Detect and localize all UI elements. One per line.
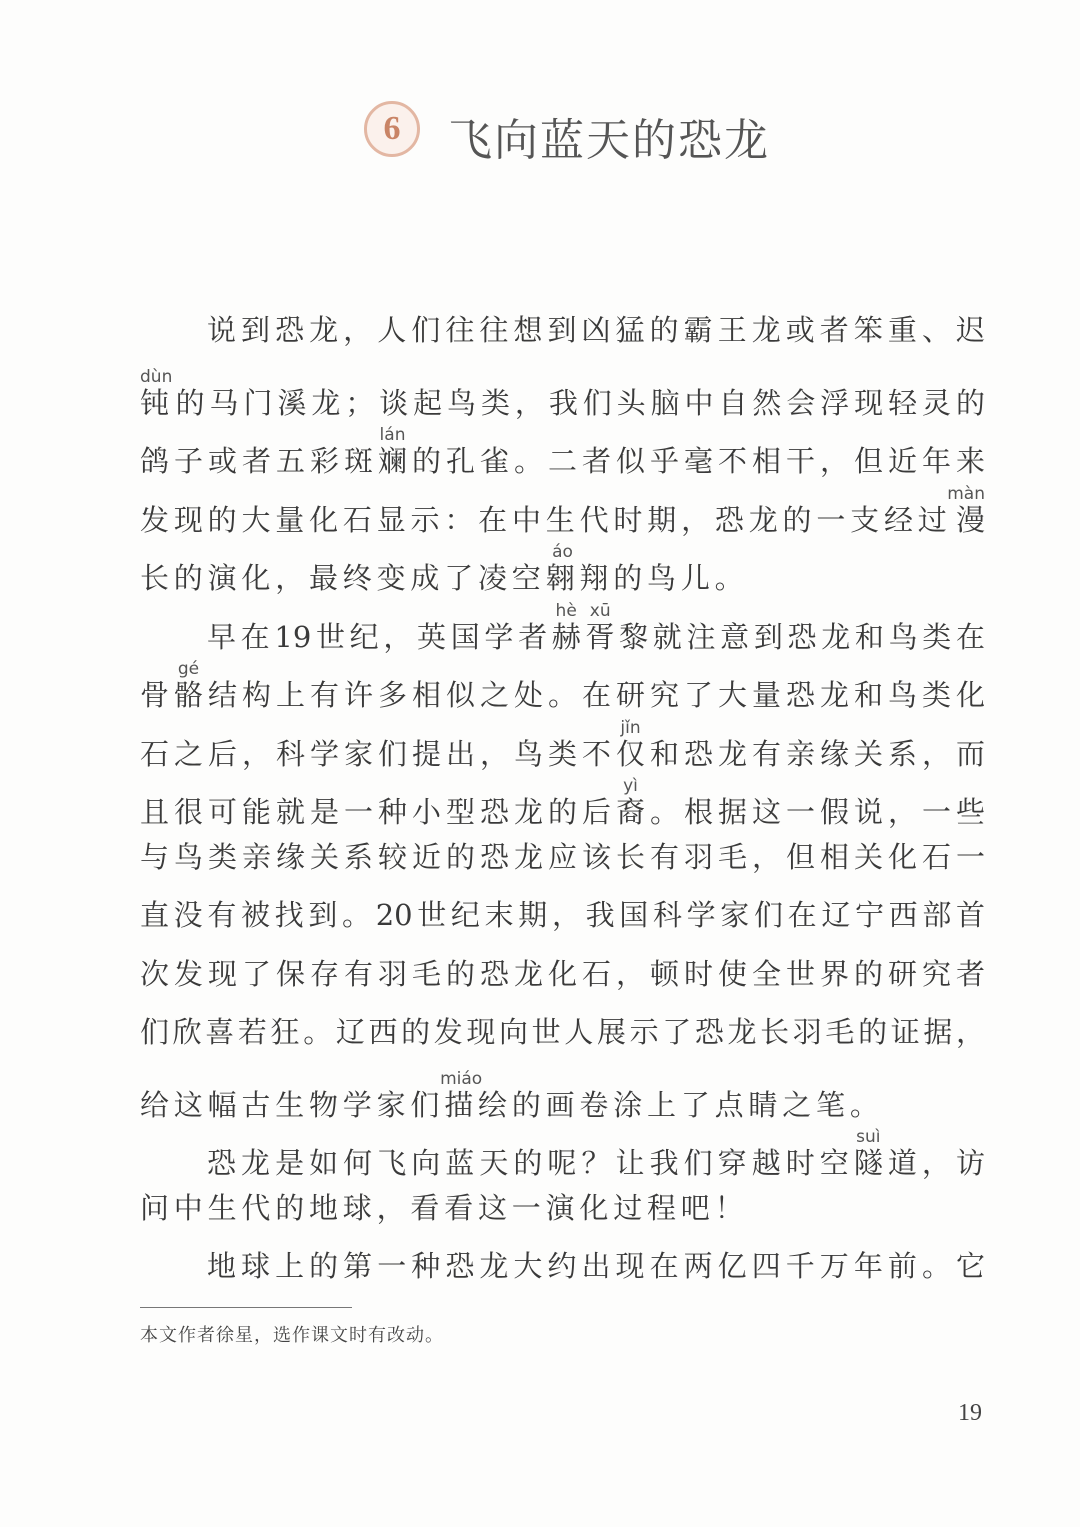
text-segment: 直没有被找到。20世纪末期，我国科学家们在辽宁西部首 xyxy=(140,898,985,932)
annotated-char: 漫 xyxy=(947,502,985,537)
lesson-title: 飞向蓝天的恐龙 xyxy=(448,115,770,166)
text-segment: 绘的画卷涂上了点睛之笔。 xyxy=(478,1087,884,1122)
page-number: 19 xyxy=(958,1400,982,1426)
pinyin-annotated-char xyxy=(947,483,985,537)
text-segment: 恐龙是如何飞向蓝天的呢？让我们穿越时空 xyxy=(207,1146,854,1180)
text-line xyxy=(140,1012,985,1052)
pinyin-annotated-char xyxy=(615,776,650,829)
text-segment: 地球上的第一种恐龙大约出现在两亿四千万年前。它 xyxy=(207,1249,985,1283)
text-segment: 发现的大量化石显示：在中生代时期，恐龙的一支经过 xyxy=(140,502,952,537)
annotated-char: 钝 xyxy=(140,385,173,420)
footnote-divider xyxy=(140,1307,352,1308)
pinyin: màn xyxy=(947,483,985,504)
text-segment: 的孔雀。二者似乎毫不相干，但近年来 xyxy=(412,444,985,478)
text-segment: 鸽子或者五彩斑 xyxy=(140,444,378,478)
annotated-char: 仅 xyxy=(615,736,650,771)
text-segment: 次发现了保存有羽毛的恐龙化石，顿时使全世界的研究者 xyxy=(140,956,985,991)
annotated-char: 骼 xyxy=(174,678,208,712)
text-segment: 石之后，科学家们提出，鸟类不 xyxy=(140,736,616,771)
text-segment: 结构上有许多相似之处。在研究了大量恐龙和鸟类化 xyxy=(208,678,985,712)
pinyin: gé xyxy=(174,659,203,679)
text-segment: 骨 xyxy=(140,678,174,712)
text-segment: 的马门溪龙；谈起鸟类，我们头脑中自然会浮现轻灵的 xyxy=(170,385,985,420)
annotated-char: 翱 xyxy=(545,561,580,595)
pinyin: jǐn xyxy=(615,717,645,738)
text-line xyxy=(140,661,985,715)
text-segment: 说到恐龙，人们往往想到凶猛的霸王龙或者笨重、迟 xyxy=(207,313,985,347)
text-segment: 长的演化，最终变成了凌空 xyxy=(140,561,546,595)
pinyin-annotated-char xyxy=(545,542,580,595)
text-segment: 道，访 xyxy=(887,1146,985,1180)
text-line xyxy=(140,1246,985,1286)
text-segment: 早在19世纪，英国学者 xyxy=(207,619,552,654)
text-line xyxy=(140,544,985,598)
pinyin-annotated-char xyxy=(551,600,620,654)
pinyin: dùn xyxy=(140,366,173,387)
text-line xyxy=(140,778,985,832)
text-line xyxy=(140,483,985,540)
text-line xyxy=(140,600,985,657)
pinyin-annotated-char xyxy=(853,1127,888,1180)
text-line xyxy=(140,954,985,994)
pinyin: miáo xyxy=(440,1068,483,1089)
text-line xyxy=(140,1188,985,1228)
text-segment: 们欣喜若狂。辽西的发现向世人展示了恐龙长羽毛的证据， xyxy=(140,1015,985,1049)
pinyin: áo xyxy=(545,542,580,562)
text-line xyxy=(140,310,985,350)
text-segment: 。根据这一假说，一些 xyxy=(649,795,985,829)
text-segment: 黎就注意到恐龙和鸟类在 xyxy=(619,619,985,654)
pinyin: hè xū xyxy=(551,600,615,621)
pinyin: yì xyxy=(615,776,645,796)
text-line xyxy=(140,427,985,481)
pinyin-annotated-char xyxy=(615,717,650,771)
text-segment: 翔的鸟儿。 xyxy=(579,561,749,595)
annotated-char: 裔 xyxy=(615,795,650,829)
text-segment: 与鸟类亲缘关系较近的恐龙应该长有羽毛，但相关化石一 xyxy=(140,839,985,874)
text-segment: 问中生代的地球，看看这一演化过程吧！ xyxy=(140,1190,749,1225)
annotated-char: 斓 xyxy=(378,444,412,478)
text-segment: 给这幅古生物学家们 xyxy=(140,1087,445,1122)
text-line xyxy=(140,717,985,774)
pinyin: suì xyxy=(853,1127,883,1147)
text-segment: 和恐龙有亲缘关系，而 xyxy=(649,736,985,771)
text-line xyxy=(140,895,985,935)
text-line xyxy=(140,837,985,877)
annotated-char: 赫胥 xyxy=(551,619,620,654)
text-line xyxy=(140,366,985,423)
lesson-number-badge: 6 xyxy=(364,101,420,157)
text-segment: 且很可能就是一种小型恐龙的后 xyxy=(140,795,616,829)
pinyin: lán xyxy=(378,425,408,445)
text-line xyxy=(140,1129,985,1183)
pinyin-annotated-char xyxy=(378,425,412,478)
annotated-char: 隧 xyxy=(853,1146,888,1180)
footnote: 本文作者徐星，选作课文时有改动。 xyxy=(140,1325,444,1346)
pinyin-annotated-char xyxy=(174,659,208,712)
annotated-char: 描 xyxy=(440,1087,483,1122)
pinyin-annotated-char xyxy=(140,366,173,420)
text-line xyxy=(140,1068,985,1125)
pinyin-annotated-char xyxy=(440,1068,483,1122)
